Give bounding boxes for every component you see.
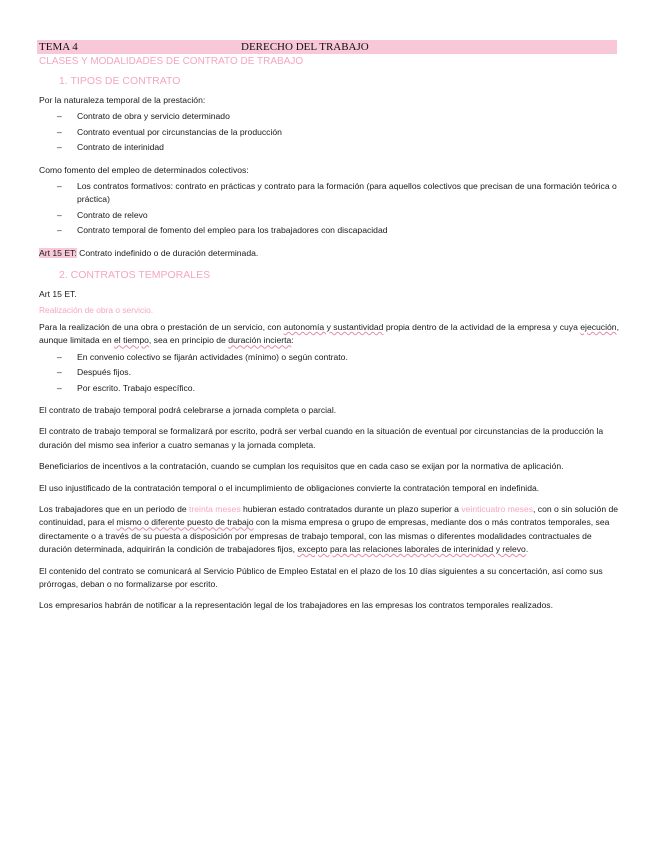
list-item: – En convenio colectivo se fijarán actividades (mínimo) o según contrato. <box>39 351 619 364</box>
list-item: – Contrato temporal de fomento del empleo para los trabajadores con discapacidad <box>39 224 619 237</box>
list-item: – Contrato de relevo <box>39 209 619 222</box>
list-item: – Los contratos formativos: contrato en prácticas y contrato para la formación (para aquellos colectivos que precisan de una formación teórica o práctica) <box>39 180 619 207</box>
document-body <box>39 55 619 621</box>
underlined-text: ejecución <box>580 321 617 332</box>
paragraph <box>39 503 619 557</box>
highlighted-text: treinta meses <box>189 503 241 514</box>
paragraph: El contenido del contrato se comunicará al Servicio Público de Empleo Estatal en el plazo de los 10 días siguientes a su concertación, así como sus prórrogas, deban o no formalizarse por escrito. <box>39 565 603 589</box>
list-item: – Después fijos. <box>39 366 619 379</box>
paragraph: El contrato de trabajo temporal podrá celebrarse a jornada completa o parcial. <box>39 404 337 415</box>
paragraph: Beneficiarios de incentivos a la contratación, cuando se cumplan los requisitos que en cada caso se exijan por la normativa de aplicación. <box>39 461 564 472</box>
highlighted-text: veinticuatro meses <box>461 503 534 514</box>
text-run: , aunque limitada en <box>39 321 619 346</box>
text-run: Para la realización de una obra o prestación de un servicio, con <box>39 321 284 332</box>
page-header <box>37 40 617 54</box>
section-2-heading: 2. CONTRATOS TEMPORALES <box>59 269 211 282</box>
text-run: . <box>525 544 529 555</box>
header-subject: DERECHO DEL TRABAJO <box>241 41 369 53</box>
subsection-heading: Realización de obra o servicio. <box>39 305 154 316</box>
paragraph: Los empresarios habrán de notificar a la representación legal de los trabajadores en las empresas los contratos temporales realizados. <box>39 600 553 611</box>
document-title: CLASES Y MODALIDADES DE CONTRATO DE TRABAJO <box>39 56 304 67</box>
text-run: : <box>291 335 294 346</box>
paragraph <box>39 321 619 348</box>
text-run: hubieran estado contratados durante un plazo superior a <box>240 503 462 514</box>
text-run: , con o sin solución de continuidad, para el <box>39 503 619 528</box>
list-item: – Contrato eventual por circunstancias de la producción <box>39 126 619 139</box>
contract-types-list <box>39 110 619 154</box>
text-run: , sea en principio de <box>148 335 229 346</box>
article-label: Art 15 ET: <box>39 247 77 258</box>
text-run: con la misma empresa o grupo de empresas, mediante dos o más contratos temporales, sea directamente o a través de su puesta a disposición por empresas de trabajo temporal, con las mismas o diferentes modalidades contractuales de duración determinada, adquirirán la condición de trabajadores fijos, <box>39 517 610 555</box>
paragraph: El contrato de trabajo temporal se formalizará por escrito, podrá ser verbal cuando en la situación de eventual por circunstancias de la producción la duración del mismo sea inferior a cuatro semanas y la jornada completa. <box>39 426 604 450</box>
list-item: – Contrato de interinidad <box>39 141 619 154</box>
underlined-text: autonomía y sustantividad <box>283 321 384 332</box>
obra-servicio-list <box>39 351 619 395</box>
section-1-intro-1: Por la naturaleza temporal de la prestación: <box>39 95 206 105</box>
underlined-text: excepto para las relaciones laborales de interinidad y relevo <box>297 544 526 555</box>
section-1-intro-2: Como fomento del empleo de determinados colectivos: <box>39 164 249 175</box>
underlined-text: duración incierta <box>228 335 292 346</box>
text-run: Los trabajadores que en un periodo de <box>39 503 190 514</box>
list-item: – Contrato de obra y servicio determinado <box>39 110 619 123</box>
section-1-heading: 1. TIPOS DE CONTRATO <box>59 75 181 87</box>
header-topic: TEMA 4 <box>39 41 78 53</box>
employment-promotion-list <box>39 180 619 238</box>
article-reference <box>39 247 619 260</box>
list-item: – Por escrito. Trabajo específico. <box>39 382 619 395</box>
article-text: Contrato indefinido o de duración determinada. <box>76 247 259 258</box>
underlined-text: mismo o diferente puesto de trabajo <box>116 517 254 528</box>
underlined-text: el tiempo <box>114 335 149 346</box>
section-2-article: Art 15 ET. <box>39 289 77 300</box>
paragraph: El uso injustificado de la contratación temporal o el incumplimiento de obligaciones convierte la contratación temporal en indefinida. <box>39 482 540 493</box>
text-run: propia dentro de la actividad de la empresa y cuya <box>383 321 581 332</box>
